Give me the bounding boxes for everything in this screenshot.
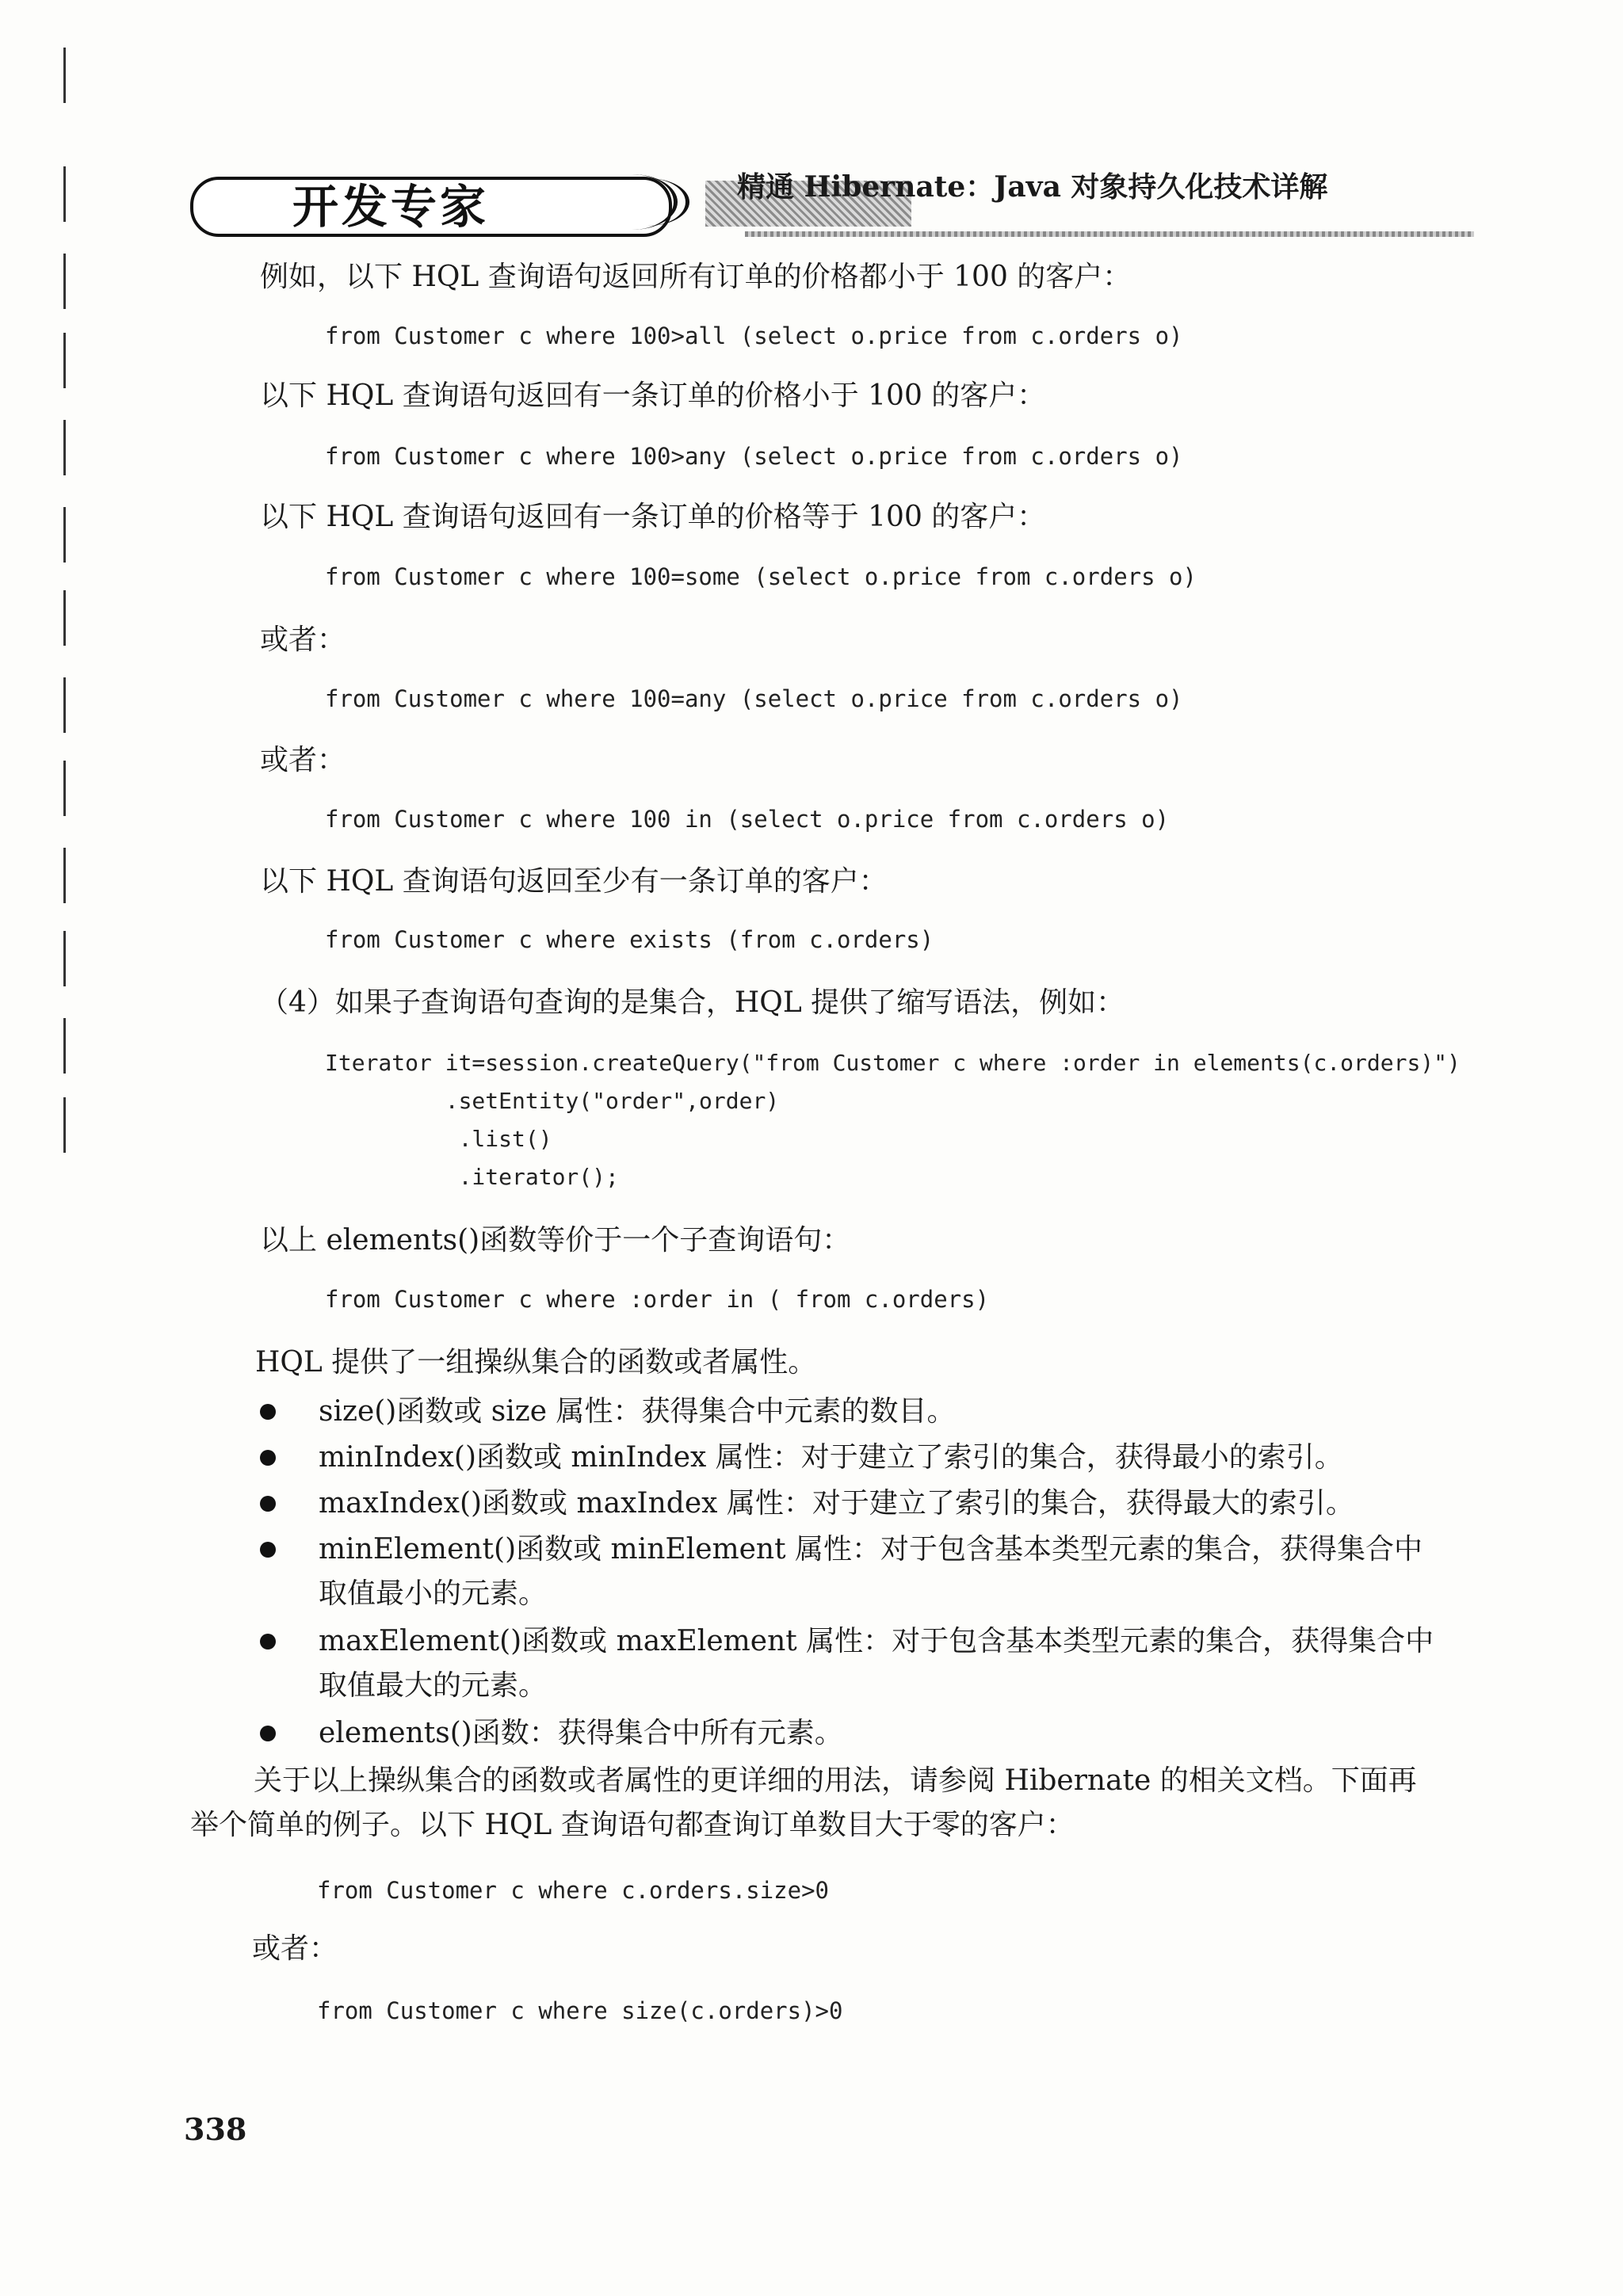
code-line: from Customer c where 100>any (select o.price from c.orders o) — [325, 443, 1183, 470]
brand-logo-text: 开发专家 — [292, 180, 490, 234]
bullet-dot-icon — [260, 1450, 276, 1466]
bullet-dot-icon — [260, 1496, 276, 1512]
brand-arc-decoration — [606, 178, 689, 226]
code-line: Iterator it=session.createQuery("from Customer c where :order in elements(c.orders)") — [325, 1050, 1461, 1076]
paragraph: 或者： — [260, 744, 346, 776]
list-item: size()函数或 size 属性：获得集合中元素的数目。 — [319, 1395, 956, 1428]
bullet-dot-icon — [260, 1634, 276, 1650]
bullet-dot-icon — [260, 1404, 276, 1420]
paragraph: 或者： — [252, 1932, 338, 1965]
margin-mark — [63, 761, 66, 816]
margin-mark — [63, 848, 66, 903]
list-item: elements()函数：获得集合中所有元素。 — [319, 1717, 843, 1749]
code-line: from Customer c where 100=any (select o.price from c.orders o) — [325, 685, 1183, 712]
code-line: from Customer c where 100 in (select o.price from c.orders o) — [325, 806, 1170, 833]
paragraph: HQL 提供了一组操纵集合的函数或者属性。 — [255, 1346, 817, 1379]
page-header — [190, 165, 1328, 236]
margin-mark — [63, 254, 66, 309]
book-title: 精通 Hibernate：Java 对象持久化技术详解 — [737, 170, 1328, 204]
margin-mark — [63, 1097, 66, 1153]
header-rule — [745, 231, 1474, 237]
code-line: from Customer c where size(c.orders)>0 — [317, 1997, 843, 2024]
code-line: .setEntity("order",order) — [325, 1088, 780, 1114]
paragraph: 以下 HQL 查询语句返回有一条订单的价格小于 100 的客户： — [260, 379, 1046, 412]
paragraph: 例如，以下 HQL 查询语句返回所有订单的价格都小于 100 的客户： — [260, 261, 1132, 293]
page-number: 338 — [184, 2111, 247, 2147]
margin-mark — [63, 931, 66, 986]
margin-mark — [63, 166, 66, 222]
paragraph: 以下 HQL 查询语句返回有一条订单的价格等于 100 的客户： — [260, 501, 1046, 533]
margin-mark — [63, 1018, 66, 1074]
code-line: from Customer c where 100=some (select o.price from c.orders o) — [325, 563, 1197, 590]
list-item: minElement()函数或 minElement 属性：对于包含基本类型元素的集合，获得集合中取值最小的元素。 — [319, 1533, 1423, 1610]
paragraph: 以上 elements()函数等价于一个子查询语句： — [260, 1224, 851, 1257]
bullet-dot-icon — [260, 1542, 276, 1558]
code-line: .list() — [325, 1126, 552, 1152]
code-line: .iterator(); — [325, 1164, 619, 1190]
paragraph: （4）如果子查询语句查询的是集合，HQL 提供了缩写语法，例如： — [260, 986, 1125, 1019]
code-line: from Customer c where exists (from c.orders) — [325, 926, 934, 953]
list-item: minIndex()函数或 minIndex 属性：对于建立了索引的集合，获得最小的索引。 — [319, 1441, 1343, 1474]
margin-mark — [63, 333, 66, 388]
margin-mark — [63, 677, 66, 733]
margin-mark — [63, 420, 66, 475]
list-item: maxIndex()函数或 maxIndex 属性：对于建立了索引的集合，获得最大的索引。 — [319, 1487, 1354, 1520]
list-item: maxElement()函数或 maxElement 属性：对于包含基本类型元素的集合，获得集合中取值最大的元素。 — [319, 1625, 1434, 1702]
code-line: from Customer c where 100>all (select o.price from c.orders o) — [325, 322, 1183, 349]
paragraph: 或者： — [260, 624, 346, 656]
code-line: from Customer c where c.orders.size>0 — [317, 1877, 830, 1904]
margin-mark — [63, 507, 66, 563]
paragraph: 以下 HQL 查询语句返回至少有一条订单的客户： — [260, 865, 888, 898]
bullet-dot-icon — [260, 1726, 276, 1741]
code-line: from Customer c where :order in ( from c.orders) — [325, 1286, 990, 1313]
margin-mark — [63, 590, 66, 646]
margin-mark — [63, 48, 66, 103]
paragraph: 关于以上操纵集合的函数或者属性的更详细的用法，请参阅 Hibernate 的相关文档。下面再举个简单的例子。以下 HQL 查询语句都查询订单数目大于零的客户： — [190, 1764, 1417, 1841]
